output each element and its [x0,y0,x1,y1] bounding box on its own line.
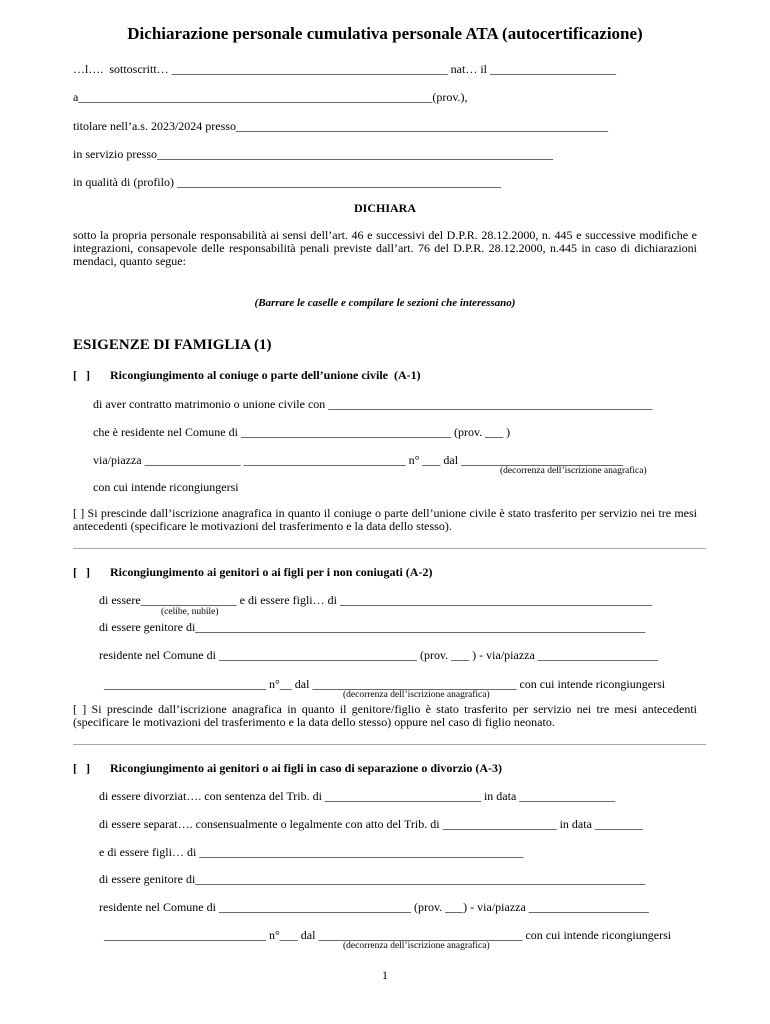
a2-exception-note[interactable]: [ ] Si prescinde dall’iscrizione anagrafica in quanto il genitore/figlio è stato trasferito per servizio nei tre mesi antecedenti (specificare le motivazioni del trasferimento e la data dello stesso) oppure nel caso di figlio neonato. [73,702,697,729]
instruction-text: (Barrare le caselle e compilare le sezioni che interessano) [254,297,516,309]
a3-residence-line[interactable]: residente nel Comune di ________________________________ (prov. ___) - via/piazza ____________________ [99,900,649,914]
birthplace-line[interactable]: a___________________________________________________________(prov.), [73,90,468,104]
a3-address-note: (decorrenza dell’iscrizione anagrafica) [343,941,490,951]
a3-child-line[interactable]: e di essere figli… di ______________________________________________________ [99,845,524,859]
a1-exception-note[interactable]: [ ] Si prescinde dall’iscrizione anagrafica in quanto il coniuge o parte dell’unione civile è stato trasferito per servizio nei tre mesi antecedenti (specificare le motivazioni del trasferimento e la data dello stesso). [73,506,697,533]
profile-line[interactable]: in qualità di (profilo) ______________________________________________________ [73,175,501,189]
a2-checkbox[interactable]: [ ] [73,565,90,579]
a2-address-note: (decorrenza dell’iscrizione anagrafica) [343,690,490,700]
a3-parent-line[interactable]: di essere genitore di___________________________________________________________________________ [99,872,646,886]
a2-status-line[interactable]: di essere________________ e di essere figli… di ____________________________________________________ [99,593,652,607]
a1-address-line[interactable]: via/piazza ________________ ___________________________ n° ___ dal ___________________________ [93,453,624,467]
a3-checkbox[interactable]: [ ] [73,761,90,775]
a1-residence-line[interactable]: che è residente nel Comune di ___________________________________ (prov. ___ ) [93,425,511,439]
section-title: ESIGENZE DI FAMIGLIA (1) [73,337,272,353]
dichiara-heading: DICHIARA [353,201,416,215]
a2-status-note: (celibe, nubile) [161,607,219,617]
a3-divorce-line[interactable]: di essere divorziat…. con sentenza del Trib. di __________________________ in data ________________ [99,789,616,803]
a3-separation-line[interactable]: di essere separat…. consensualmente o legalmente con atto del Trib. di ___________________ in data ________ [99,817,643,831]
a2-address-line[interactable]: ___________________________ n°__ dal __________________________________ con cui intende ricongiungersi [104,677,666,691]
document-title: Dichiarazione personale cumulativa personale ATA (autocertificazione) [127,24,643,43]
a2-residence-line[interactable]: residente nel Comune di _________________________________ (prov. ___ ) - via/piazza ____________________ [99,648,658,662]
a1-married-line[interactable]: di aver contratto matrimonio o unione civile con ______________________________________________________ [93,397,653,411]
intro-paragraph: sotto la propria personale responsabilità ai sensi dell’art. 46 e successivi del D.P.R. 28.12.2000, n. 445 e successive modifiche e integrazioni, consapevole delle responsabilità penali previste dall’art. 76 del D.P.R. 28.12.2000, n.445 in caso di dichiarazioni mendaci, quanto segue: [73,228,697,268]
page-number: 1 [382,968,388,982]
a3-address-line[interactable]: ___________________________ n°___ dal __________________________________ con cui intende ricongiungersi [104,928,672,942]
a1-checkbox[interactable]: [ ] [73,368,90,382]
a1-rejoin-line: con cui intende ricongiungersi [93,480,239,494]
school-holder-line[interactable]: titolare nell’a.s. 2023/2024 presso______________________________________________________________ [73,119,608,133]
a3-heading: Ricongiungimento ai genitori o ai figli in caso di separazione o divorzio (A-3) [110,761,502,775]
declarant-name-line[interactable]: …l…. sottoscritt… ______________________________________________ nat… il _____________________ [73,62,616,76]
divider [73,744,706,745]
a2-heading: Ricongiungimento ai genitori o ai figli per i non coniugati (A-2) [110,565,433,579]
service-at-line[interactable]: in servizio presso__________________________________________________________________ [73,147,553,161]
divider [73,548,706,549]
a1-heading: Ricongiungimento al coniuge o parte dell’unione civile (A-1) [110,368,421,382]
a1-address-note: (decorrenza dell’iscrizione anagrafica) [500,466,647,476]
a2-parent-line[interactable]: di essere genitore di___________________________________________________________________________ [99,620,646,634]
